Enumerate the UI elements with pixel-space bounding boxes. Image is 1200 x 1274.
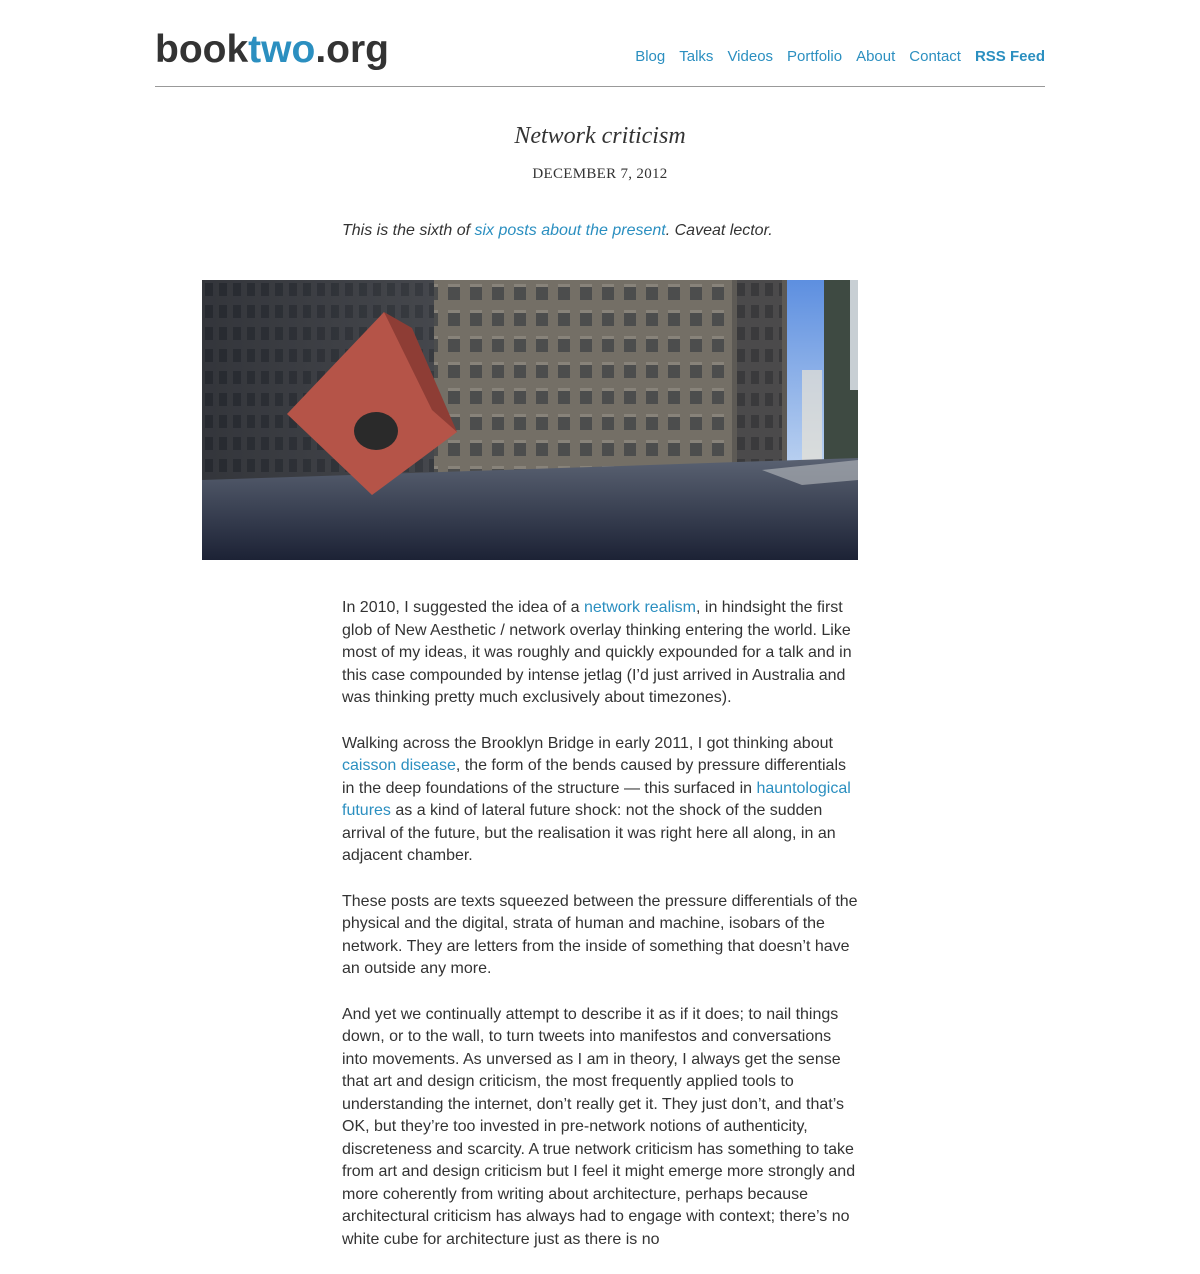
post-image bbox=[202, 280, 858, 560]
p2-text-c: as a kind of lateral future shock: not the shock of the sudden arrival of the future, but the realisation it was right here all along, in an adjacent chamber. bbox=[342, 802, 836, 864]
site-logo[interactable] bbox=[155, 27, 389, 73]
nav-talks[interactable]: Talks bbox=[679, 48, 714, 65]
six-posts-link[interactable]: six posts about the present bbox=[474, 222, 666, 239]
paragraph-3: These posts are texts squeezed between the pressure differentials of the physical and the digital, strata of human and machine, isobars of the network. They are letters from the inside of something that doesn’t have an outside any more. bbox=[342, 892, 858, 977]
logo-prefix: book bbox=[155, 28, 249, 71]
p2-text-b: , the form of the bends caused by pressure differentials in the deep foundations of the structure — this surfaced in bbox=[342, 757, 846, 797]
nav-about[interactable]: About bbox=[856, 48, 896, 65]
p1-text-b: , in hindsight the first glob of New Aesthetic / network overlay thinking entering the world. Like most of my ideas, it was roughly and quickly expounded for a talk and in this case compounded by intense jetlag (I’d just arrived in Australia and was thinking pretty much exclusively about timezones). bbox=[342, 599, 852, 706]
nav-contact[interactable]: Contact bbox=[909, 48, 961, 65]
nav-videos[interactable]: Videos bbox=[727, 48, 774, 65]
p1-text-a: In 2010, I suggested the idea of a bbox=[342, 599, 584, 616]
nav-rss-feed[interactable]: RSS Feed bbox=[974, 48, 1045, 65]
site-header bbox=[155, 0, 1045, 87]
p2-text-a: Walking across the Brooklyn Bridge in early 2011, I got thinking about bbox=[342, 734, 833, 752]
caisson-disease-link[interactable]: caisson disease bbox=[342, 757, 456, 774]
intro-text-before: This is the sixth of bbox=[342, 222, 475, 239]
post-date: DECEMBER 7, 2012 bbox=[532, 166, 668, 182]
hauntological-futures-link[interactable]: hauntological futures bbox=[342, 779, 851, 819]
network-realism-link[interactable]: network realism bbox=[583, 599, 696, 616]
main-nav bbox=[621, 47, 1045, 67]
logo-accent: two bbox=[248, 28, 316, 71]
page-wrapper bbox=[155, 0, 1045, 182]
paragraph-1 bbox=[342, 597, 858, 710]
street-scene-image bbox=[202, 280, 858, 560]
paragraph-2 bbox=[342, 733, 858, 868]
post-body bbox=[342, 597, 858, 1274]
intro-text-after: . Caveat lector. bbox=[665, 222, 773, 239]
logo-suffix: .org bbox=[315, 28, 389, 71]
post-intro bbox=[342, 220, 862, 242]
nav-blog[interactable]: Blog bbox=[635, 48, 666, 65]
nav-portfolio[interactable]: Portfolio bbox=[787, 48, 843, 65]
paragraph-4: And yet we continually attempt to describe it as if it does; to nail things down, or to the wall, to turn tweets into manifestos and conversations into movements. As unversed as I am in theory, I always get the sense that art and design criticism, the most frequently applied tools to understanding the internet, don’t really get it. They just don’t, and that’s OK, but they’re too invested in pre-network notions of authenticity, discreteness and scarcity. A true network criticism has something to take from art and design criticism but I feel it might emerge more strongly and more coherently from writing about architecture, perhaps because architectural criticism has always had to engage with context; there’s no white cube for architecture just as there is no bbox=[342, 1005, 856, 1248]
post-title: Network criticism bbox=[514, 123, 686, 149]
